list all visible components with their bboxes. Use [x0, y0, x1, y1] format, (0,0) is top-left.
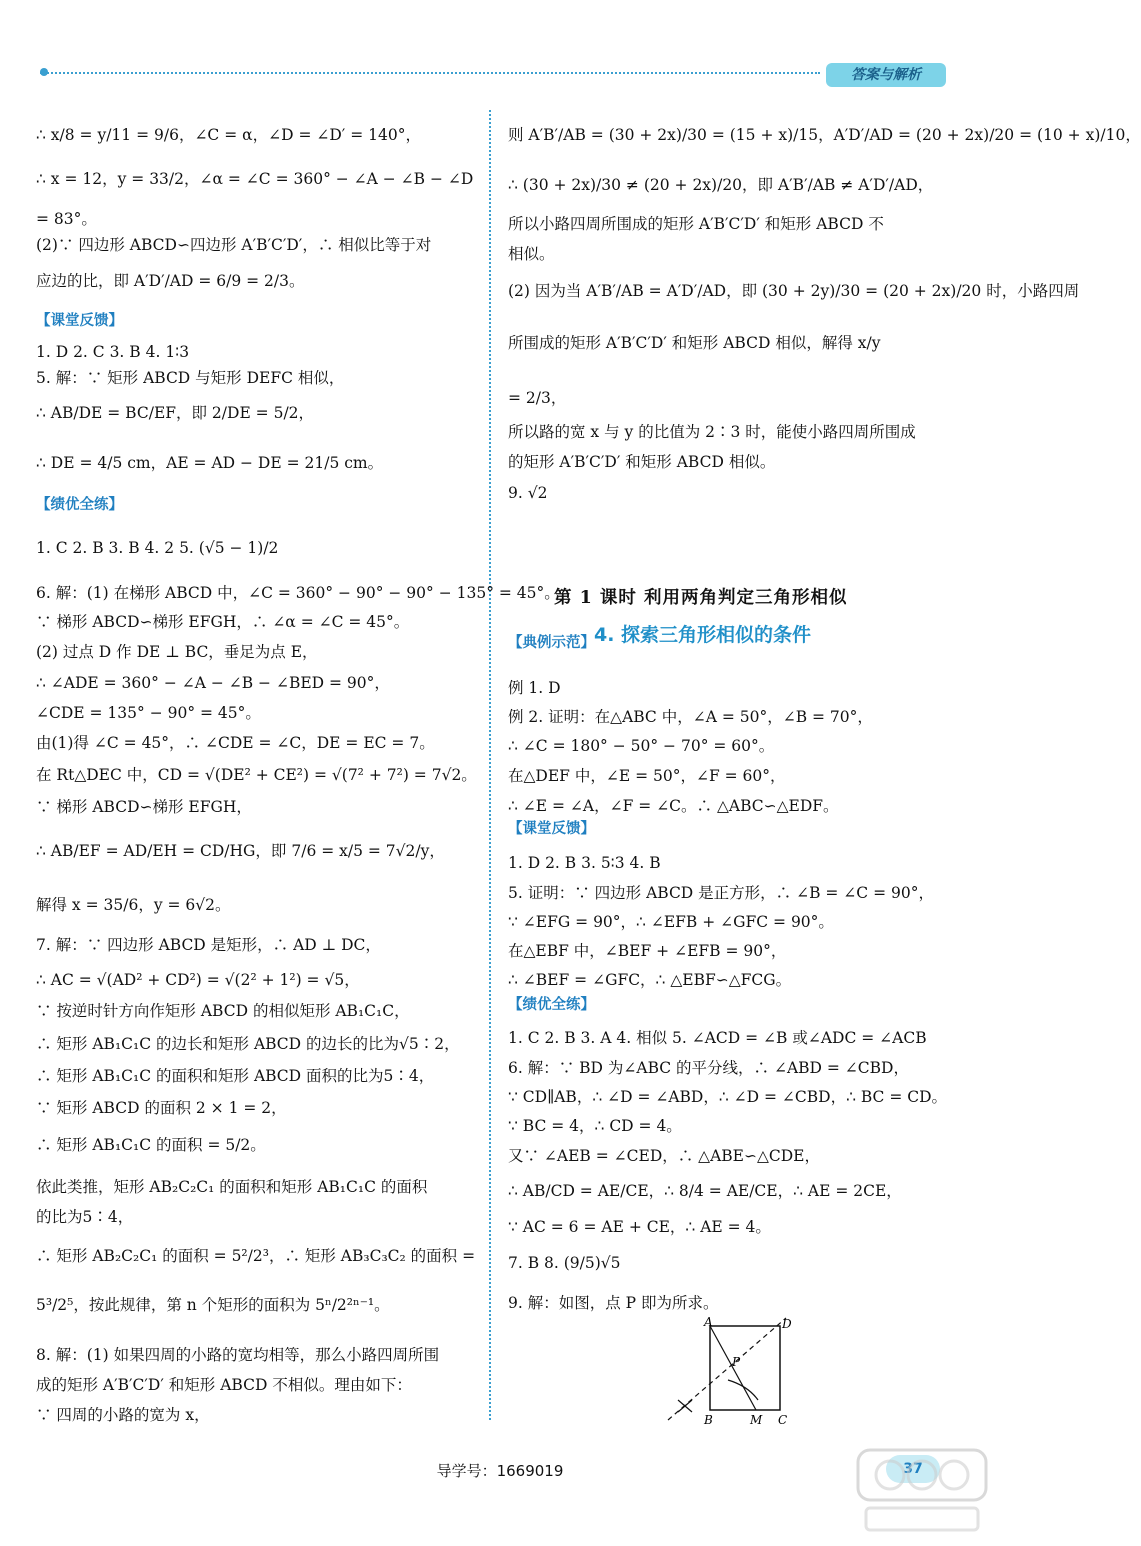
label-b: B — [704, 1413, 713, 1427]
left-section-heading-0: 【课堂反馈】 — [36, 313, 123, 329]
right-section-heading-1: 【课堂反馈】 — [508, 821, 595, 837]
left-line-17: ∵ 梯形 ABCD∽梯形 EFGH， — [36, 798, 252, 816]
left-line-16: 在 Rt△DEC 中，CD = √(DE² + CE²) = √(7² + 7²) = 7√2。 — [36, 766, 477, 784]
right-line-6: = 2/3， — [508, 389, 567, 407]
right-line-7: 所以路的宽 x 与 y 的比值为 2∶3 时，能使小路四周所围成 — [508, 423, 916, 441]
label-a: A — [704, 1315, 713, 1329]
right-line-5: 所围成的矩形 A′B′C′D′ 和矩形 ABCD 相似，解得 x/y — [508, 334, 881, 352]
square-abcd — [710, 1326, 780, 1410]
left-line-23: ∴ 矩形 AB₁C₁C 的边长和矩形 ABCD 的边长的比为√5∶2， — [36, 1035, 460, 1053]
right-line-9: 9. √2 — [508, 484, 548, 502]
right-line-23: ∵ BC = 4，∴ CD = 4。 — [508, 1117, 682, 1135]
left-line-1: ∴ x = 12，y = 33/2，∠α = ∠C = 360° − ∠A − ∠B − ∠D — [36, 170, 474, 188]
right-line-0: 则 A′B′/AB = (30 + 2x)/30 = (15 + x)/15，A′D′/AD = (20 + 2x)/20 = (10 + x)/10， — [508, 126, 1141, 144]
guide-number: 导学号：1669019 — [436, 1462, 564, 1480]
left-line-21: ∴ AC = √(AD² + CD²) = √(2² + 1²) = √5， — [36, 971, 360, 989]
left-line-0: ∴ x/8 = y/11 = 9/6，∠C = α，∠D = ∠D′ = 140°， — [36, 126, 421, 144]
left-line-9: 1. C 2. B 3. B 4. 2 5. (√5 − 1)/2 — [36, 539, 279, 557]
right-line-15: 1. D 2. B 3. 5∶3 4. B — [508, 854, 661, 872]
right-line-4: (2) 因为当 A′B′/AB = A′D′/AD，即 (30 + 2y)/30 = (20 + 2x)/20 时，小路四周 — [508, 282, 1080, 300]
left-line-30: 5³/2⁵，按此规律，第 n 个矩形的面积为 5ⁿ/2²ⁿ⁻¹。 — [36, 1296, 390, 1314]
watermark-logo — [852, 1442, 992, 1542]
left-line-6: 5. 解：∵ 矩形 ABCD 与矩形 DEFC 相似， — [36, 369, 345, 387]
left-line-4: 应边的比，即 A′D′/AD = 6/9 = 2/3。 — [36, 272, 305, 290]
right-line-20: 1. C 2. B 3. A 4. 相似 5. ∠ACD = ∠B 或∠ADC = ∠ACB — [508, 1029, 927, 1047]
left-line-27: 依此类推，矩形 AB₂C₂C₁ 的面积和矩形 AB₁C₁C 的面积 — [36, 1178, 428, 1196]
left-section-heading-1: 【绩优全练】 — [36, 497, 123, 513]
right-line-25: ∴ AB/CD = AE/CE，∴ 8/4 = AE/CE，∴ AE = 2CE， — [508, 1182, 902, 1200]
label-p: P — [732, 1355, 741, 1369]
left-line-15: 由(1)得 ∠C = 45°，∴ ∠CDE = ∠C，DE = EC = 7。 — [36, 734, 435, 752]
right-line-19: ∴ ∠BEF = ∠GFC，∴ △EBF∽△FCG。 — [508, 971, 792, 989]
left-line-31: 8. 解：(1) 如果四周的小路的宽均相等，那么小路四周所围 — [36, 1346, 440, 1364]
right-line-18: 在△EBF 中，∠BEF + ∠EFB = 90°， — [508, 942, 787, 960]
header-rule — [40, 72, 820, 74]
right-line-24: 又∵ ∠AEB = ∠CED，∴ △ABE∽△CDE， — [508, 1147, 820, 1165]
left-line-8: ∴ DE = 4/5 cm，AE = AD − DE = 21/5 cm。 — [36, 454, 384, 472]
right-line-14: ∴ ∠E = ∠A，∠F = ∠C。∴ △ABC∽△EDF。 — [508, 797, 839, 815]
label-m: M — [750, 1413, 763, 1427]
subsection-title: 第 1 课时 利用两角判定三角形相似 — [554, 588, 848, 608]
right-line-22: ∵ CD∥AB，∴ ∠D = ∠ABD，∴ ∠D = ∠CBD，∴ BC = CD。 — [508, 1088, 948, 1106]
left-line-7: ∴ AB/DE = BC/EF，即 2/DE = 5/2， — [36, 404, 315, 422]
left-line-29: ∴ 矩形 AB₂C₂C₁ 的面积 = 5²/2³，∴ 矩形 AB₃C₃C₂ 的面积 = — [36, 1247, 476, 1265]
left-line-33: ∵ 四周的小路的宽为 x， — [36, 1406, 210, 1424]
answer-badge: 答案与解析 — [826, 63, 946, 87]
arc-cross-mark — [678, 1400, 692, 1412]
construction-arc — [728, 1380, 758, 1400]
left-line-2: = 83°。 — [36, 210, 97, 228]
right-line-11: 例 2. 证明：在△ABC 中，∠A = 50°，∠B = 70°， — [508, 708, 873, 726]
right-line-2: 所以小路四周所围成的矩形 A′B′C′D′ 和矩形 ABCD 不 — [508, 215, 884, 233]
right-line-26: ∵ AC = 6 = AE + CE，∴ AE = 4。 — [508, 1218, 771, 1236]
left-line-28: 的比为5∶4， — [36, 1208, 134, 1226]
right-line-1: ∴ (30 + 2x)/30 ≠ (20 + 2x)/20，即 A′B′/AB ≠ A′D′/AD， — [508, 176, 934, 194]
right-line-21: 6. 解：∵ BD 为∠ABC 的平分线，∴ ∠ABD = ∠CBD， — [508, 1059, 909, 1077]
label-c: C — [778, 1413, 788, 1427]
right-line-8: 的矩形 A′B′C′D′ 和矩形 ABCD 相似。 — [508, 453, 776, 471]
section-title: 4. 探索三角形相似的条件 — [594, 624, 812, 646]
right-line-17: ∵ ∠EFG = 90°，∴ ∠EFB + ∠GFC = 90°。 — [508, 913, 834, 931]
left-line-10: 6. 解：(1) 在梯形 ABCD 中，∠C = 360° − 90° − 90° − 135° = 45°。 — [36, 584, 560, 602]
left-line-24: ∴ 矩形 AB₁C₁C 的面积和矩形 ABCD 面积的比为5∶4， — [36, 1067, 435, 1085]
right-section-heading-0: 【典例示范】 — [508, 635, 595, 651]
left-line-14: ∠CDE = 135° − 90° = 45°。 — [36, 704, 261, 722]
left-line-12: (2) 过点 D 作 DE ⊥ BC，垂足为点 E， — [36, 643, 318, 661]
left-line-13: ∴ ∠ADE = 360° − ∠A − ∠B − ∠BED = 90°， — [36, 674, 390, 692]
left-line-11: ∵ 梯形 ABCD∽梯形 EFGH，∴ ∠α = ∠C = 45°。 — [36, 613, 410, 631]
right-line-12: ∴ ∠C = 180° − 50° − 70° = 60°。 — [508, 737, 775, 755]
page-number: 37 — [886, 1455, 940, 1483]
label-d: D — [782, 1317, 792, 1331]
geometry-figure — [668, 1316, 798, 1428]
right-line-10: 例 1. D — [508, 679, 561, 697]
left-line-26: ∴ 矩形 AB₁C₁C 的面积 = 5/2。 — [36, 1136, 266, 1154]
right-line-28: 9. 解：如图，点 P 即为所求。 — [508, 1294, 719, 1312]
right-line-13: 在△DEF 中，∠E = 50°，∠F = 60°， — [508, 767, 786, 785]
left-line-18: ∴ AB/EF = AD/EH = CD/HG，即 7/6 = x/5 = 7√2/y， — [36, 842, 445, 860]
right-section-heading-2: 【绩优全练】 — [508, 997, 595, 1013]
column-divider — [489, 110, 491, 1420]
left-line-20: 7. 解：∵ 四边形 ABCD 是矩形，∴ AD ⊥ DC， — [36, 936, 381, 954]
right-line-27: 7. B 8. (9/5)√5 — [508, 1254, 621, 1272]
left-line-32: 成的矩形 A′B′C′D′ 和矩形 ABCD 不相似。理由如下： — [36, 1376, 412, 1394]
left-line-25: ∵ 矩形 ABCD 的面积 2 × 1 = 2， — [36, 1099, 287, 1117]
left-line-3: (2)∵ 四边形 ABCD∽四边形 A′B′C′D′，∴ 相似比等于对 — [36, 236, 432, 254]
left-line-5: 1. D 2. C 3. B 4. 1∶3 — [36, 343, 190, 361]
left-line-22: ∵ 按逆时针方向作矩形 ABCD 的相似矩形 AB₁C₁C， — [36, 1002, 410, 1020]
left-line-19: 解得 x = 35/6，y = 6√2。 — [36, 896, 231, 914]
right-line-16: 5. 证明：∵ 四边形 ABCD 是正方形，∴ ∠B = ∠C = 90°， — [508, 884, 934, 902]
right-line-3: 相似。 — [508, 245, 555, 263]
